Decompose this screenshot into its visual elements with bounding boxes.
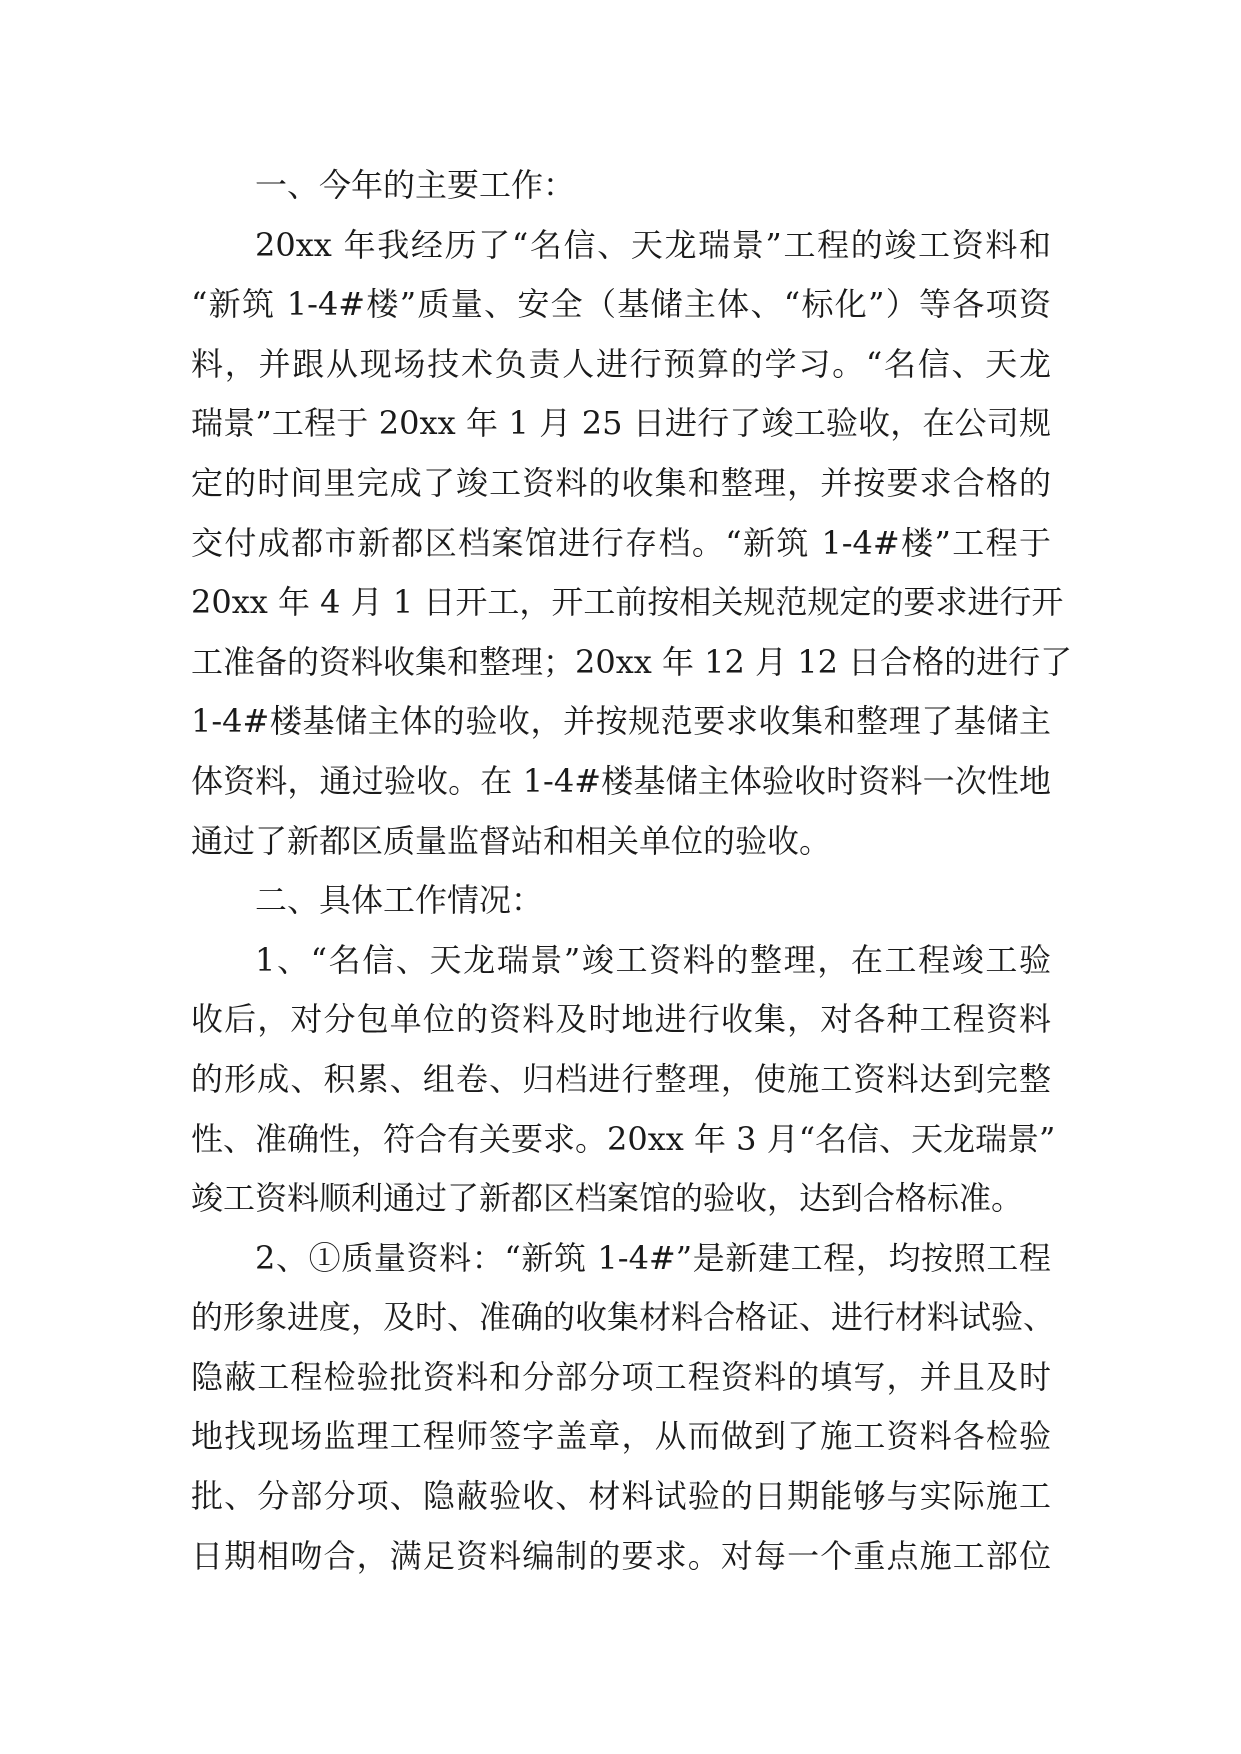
paragraph-line: 的形成、积累、组卷、归档进行整理，使施工资料达到完整 <box>191 1059 1051 1098</box>
paragraph-line: 工准备的资料收集和整理；20xx 年 12 月 12 日合格的进行了 <box>191 642 1073 681</box>
paragraph-line: “新筑 1-4#楼”质量、安全（基储主体、“标化”）等各项资 <box>191 285 1051 324</box>
paragraph-line: 竣工资料顺利通过了新都区档案馆的验收，达到合格标准。 <box>191 1179 1024 1218</box>
paragraph-line: 20xx 年我经历了“名信、天龙瑞景”工程的竣工资料和 <box>255 225 1051 264</box>
paragraph-line: 体资料，通过验收。在 1-4#楼基储主体验收时资料一次性地 <box>191 761 1051 800</box>
paragraph-line: 交付成都市新都区档案馆进行存档。“新筑 1-4#楼”工程于 <box>191 523 1051 562</box>
paragraph-line: 性、准确性，符合有关要求。20xx 年 3 月“名信、天龙瑞景” <box>191 1119 1056 1158</box>
section-heading-2: 二、具体工作情况： <box>255 881 544 920</box>
paragraph-line: 1、“名信、天龙瑞景”竣工资料的整理，在工程竣工验 <box>255 940 1051 979</box>
paragraph-1 <box>191 216 1073 872</box>
paragraph-line: 1-4#楼基储主体的验收，并按规范要求收集和整理了基储主 <box>191 702 1051 741</box>
paragraph-line: 瑞景”工程于 20xx 年 1 月 25 日进行了竣工验收，在公司规 <box>191 404 1051 443</box>
paragraph-line: 的形象进度，及时、准确的收集材料合格证、进行材料试验、 <box>191 1298 1056 1337</box>
paragraph-line: 通过了新都区质量监督站和相关单位的验收。 <box>191 821 832 860</box>
paragraph-line: 隐蔽工程检验批资料和分部分项工程资料的填写，并且及时 <box>191 1357 1051 1396</box>
paragraph-line: 批、分部分项、隐蔽验收、材料试验的日期能够与实际施工 <box>191 1477 1051 1516</box>
paragraph-line: 地找现场监理工程师签字盖章，从而做到了施工资料各检验 <box>191 1417 1051 1456</box>
document-body <box>191 156 1073 1586</box>
paragraph-line: 料，并跟从现场技术负责人进行预算的学习。“名信、天龙 <box>191 344 1051 383</box>
paragraph-line: 定的时间里完成了竣工资料的收集和整理，并按要求合格的 <box>191 463 1051 502</box>
paragraph-line: 20xx 年 4 月 1 日开工，开工前按相关规范规定的要求进行开 <box>191 583 1064 622</box>
paragraph-3 <box>191 1229 1056 1587</box>
paragraph-line: 收后，对分包单位的资料及时地进行收集，对各种工程资料 <box>191 1000 1051 1039</box>
paragraph-2 <box>191 931 1056 1229</box>
section-heading-1: 一、今年的主要工作： <box>255 166 576 204</box>
paragraph-line: 2、①质量资料：“新筑 1-4#”是新建工程，均按照工程 <box>255 1238 1051 1277</box>
paragraph-line: 日期相吻合，满足资料编制的要求。对每一个重点施工部位 <box>191 1536 1051 1575</box>
